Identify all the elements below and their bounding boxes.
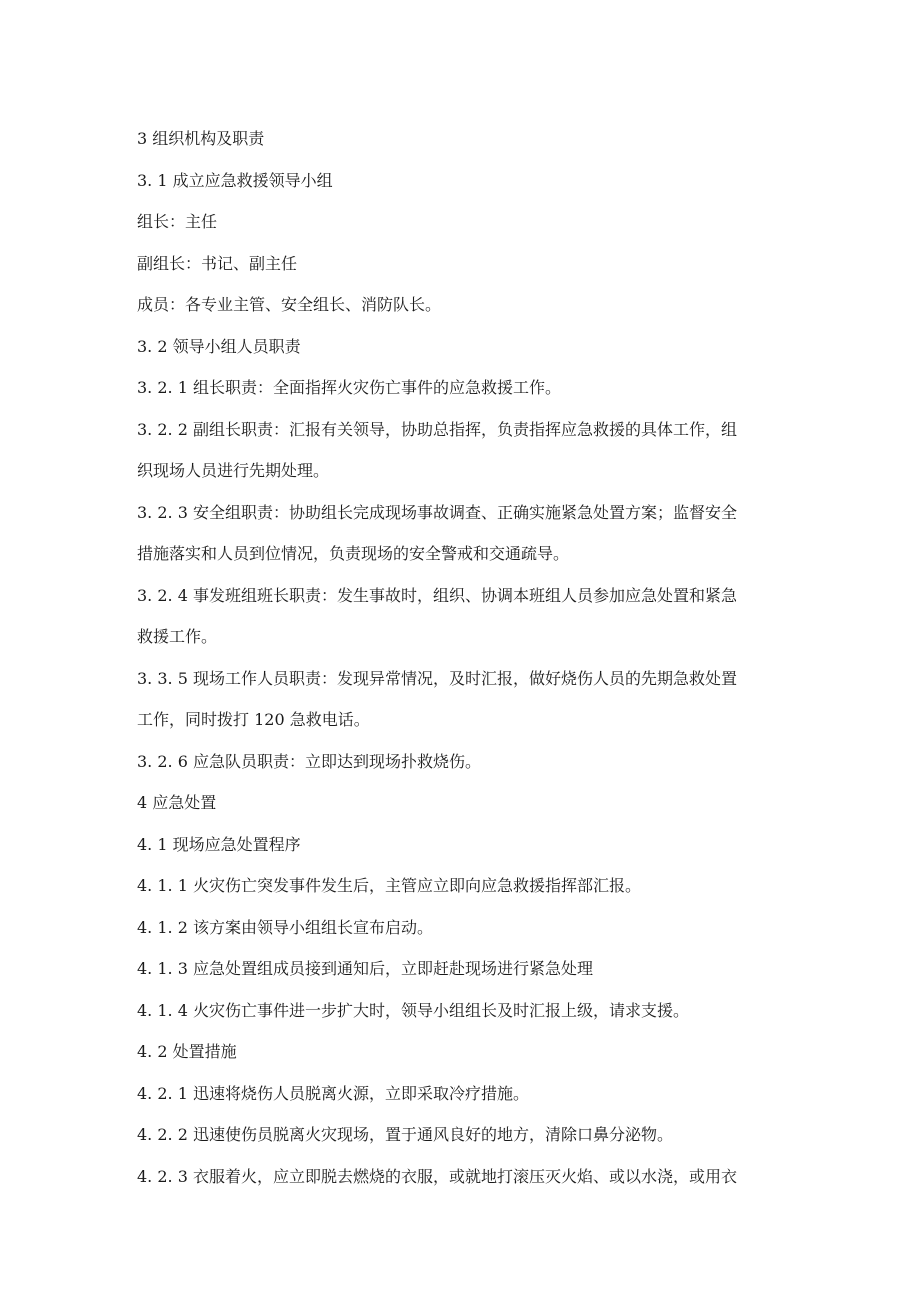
paragraph-line: 救援工作。 bbox=[137, 627, 218, 646]
paragraph-line: 3. 2. 3 安全组职责：协助组长完成现场事故调查、正确实施紧急处置方案；监督安全 bbox=[137, 502, 737, 522]
paragraph-line: 成员：各专业主管、安全组长、消防队长。 bbox=[137, 295, 442, 314]
paragraph-line: 4. 2. 3 衣服着火，应立即脱去燃烧的衣服，或就地打滚压灭火焰、或以水浇，或用衣 bbox=[137, 1166, 737, 1186]
paragraph-line: 3. 2. 2 副组长职责：汇报有关领导，协助总指挥，负责指挥应急救援的具体工作，组 bbox=[137, 419, 737, 439]
paragraph-line: 4. 1. 2 该方案由领导小组组长宣布启动。 bbox=[137, 917, 433, 937]
document-body bbox=[137, 118, 797, 1197]
paragraph-line: 3. 2. 4 事发班组班长职责：发生事故时，组织、协调本班组人员参加应急处置和紧急 bbox=[137, 585, 737, 605]
heading-3-2: 3. 2 领导小组人员职责 bbox=[137, 336, 301, 356]
paragraph-line: 4. 2. 1 迅速将烧伤人员脱离火源，立即采取冷疗措施。 bbox=[137, 1083, 529, 1103]
heading-section-3: 3 组织机构及职责 bbox=[137, 129, 265, 148]
paragraph-line: 工作，同时拨打 120 急救电话。 bbox=[137, 710, 370, 729]
heading-4-1: 4. 1 现场应急处置程序 bbox=[137, 834, 301, 854]
paragraph-line: 3. 2. 6 应急队员职责：立即达到现场扑救烧伤。 bbox=[137, 751, 481, 771]
paragraph-line: 织现场人员进行先期处理。 bbox=[137, 461, 330, 480]
paragraph-line: 3. 2. 1 组长职责：全面指挥火灾伤亡事件的应急救援工作。 bbox=[137, 378, 561, 397]
paragraph-line: 4. 1. 1 火灾伤亡突发事件发生后，主管应立即向应急救援指挥部汇报。 bbox=[137, 876, 641, 895]
paragraph-line: 3. 3. 5 现场工作人员职责：发现异常情况，及时汇报，做好烧伤人员的先期急救处置 bbox=[137, 668, 737, 688]
paragraph-line: 副组长：书记、副主任 bbox=[137, 253, 298, 273]
paragraph-line: 组长：主任 bbox=[137, 212, 218, 231]
paragraph-line: 措施落实和人员到位情况，负责现场的安全警戒和交通疏导。 bbox=[137, 544, 570, 563]
paragraph-line: 4. 2. 2 迅速使伤员脱离火灾现场，置于通风良好的地方，清除口鼻分泌物。 bbox=[137, 1125, 673, 1144]
paragraph-line: 4. 1. 4 火灾伤亡事件进一步扩大时，领导小组组长及时汇报上级，请求支援。 bbox=[137, 1000, 689, 1020]
paragraph-line: 4. 1. 3 应急处置组成员接到通知后，立即赶赴现场进行紧急处理 bbox=[137, 959, 593, 978]
heading-3-1: 3. 1 成立应急救援领导小组 bbox=[137, 170, 333, 190]
heading-4-2: 4. 2 处置措施 bbox=[137, 1042, 237, 1061]
heading-section-4: 4 应急处置 bbox=[137, 793, 217, 812]
